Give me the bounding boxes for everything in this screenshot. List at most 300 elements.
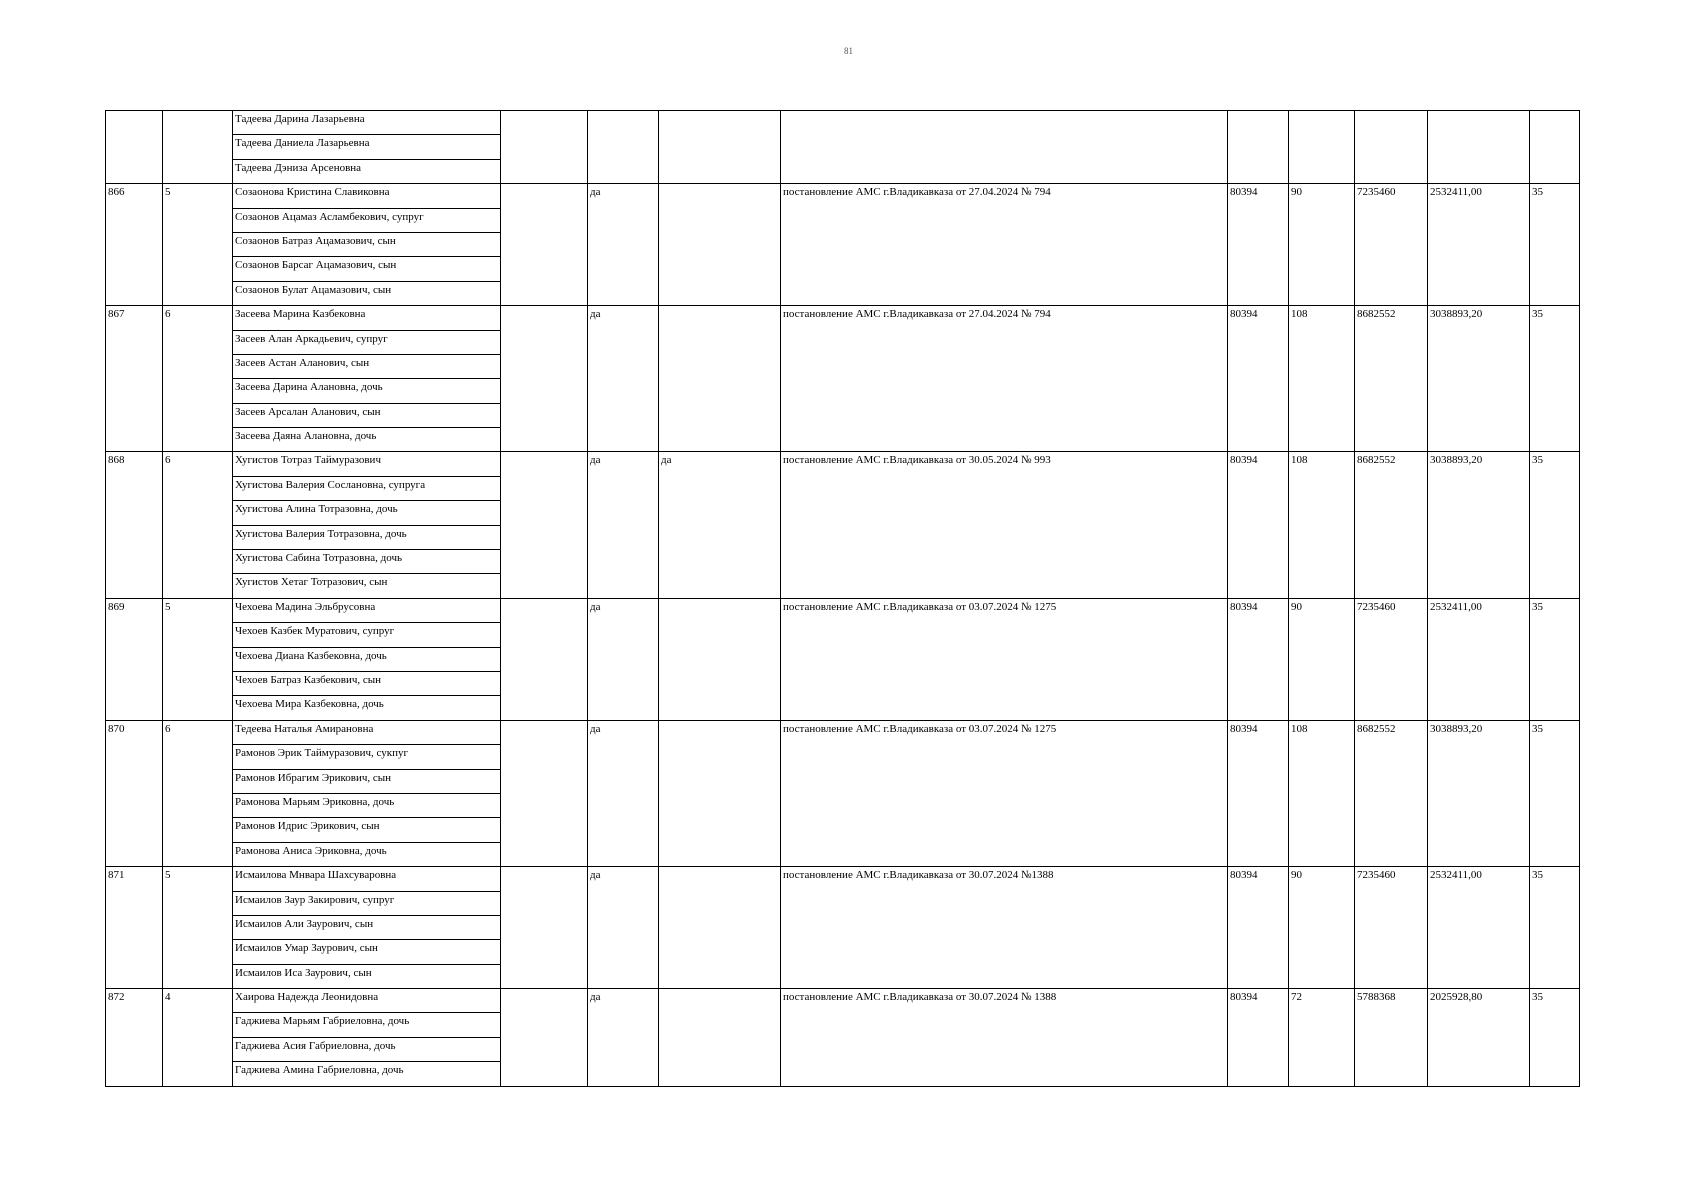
member-name-cell: Исмаилова Мнвара Шахсуваровна xyxy=(233,867,501,891)
decree-cell xyxy=(781,915,1228,939)
decree-cell: постановление АМС г.Владикавказа от 27.04.2024 № 794 xyxy=(781,184,1228,208)
rate-cell xyxy=(1228,135,1289,159)
member-name-cell: Хугистова Валерия Сослановна, супруга xyxy=(233,476,501,500)
decree-cell xyxy=(781,964,1228,988)
table-row xyxy=(106,354,1580,378)
flag-b-cell xyxy=(659,330,781,354)
row-number-cell xyxy=(106,403,163,427)
empty-cell xyxy=(501,1013,588,1037)
cost-cell xyxy=(1355,818,1428,842)
row-number-cell xyxy=(106,671,163,695)
percent-cell xyxy=(1530,793,1580,817)
decree-cell xyxy=(781,745,1228,769)
decree-cell xyxy=(781,476,1228,500)
empty-cell xyxy=(501,671,588,695)
table-row xyxy=(106,476,1580,500)
subsidy-cell: 3038893,20 xyxy=(1428,720,1530,744)
flag-b-cell xyxy=(659,574,781,598)
decree-cell xyxy=(781,1037,1228,1061)
flag-a-cell xyxy=(588,745,659,769)
flag-a-cell xyxy=(588,354,659,378)
flag-b-cell xyxy=(659,842,781,866)
decree-cell xyxy=(781,1013,1228,1037)
member-name-cell: Созаонова Кристина Славиковна xyxy=(233,184,501,208)
row-number-cell xyxy=(106,379,163,403)
row-number-cell xyxy=(106,208,163,232)
percent-cell xyxy=(1530,842,1580,866)
flag-a-cell xyxy=(588,793,659,817)
cost-cell xyxy=(1355,330,1428,354)
cost-cell xyxy=(1355,476,1428,500)
flag-a-cell xyxy=(588,1062,659,1086)
flag-b-cell xyxy=(659,111,781,135)
flag-b-cell xyxy=(659,647,781,671)
decree-cell: постановление АМС г.Владикавказа от 30.07.2024 № 1388 xyxy=(781,989,1228,1013)
member-name-cell: Засеев Алан Аркадьевич, супруг xyxy=(233,330,501,354)
empty-cell xyxy=(501,403,588,427)
subsidy-cell xyxy=(1428,793,1530,817)
registry-table xyxy=(105,110,1580,1087)
table-row xyxy=(106,550,1580,574)
flag-b-cell xyxy=(659,476,781,500)
empty-cell xyxy=(501,135,588,159)
rate-cell xyxy=(1228,842,1289,866)
percent-cell xyxy=(1530,525,1580,549)
subsidy-cell xyxy=(1428,745,1530,769)
decree-cell xyxy=(781,379,1228,403)
area-cell xyxy=(1289,281,1355,305)
decree-cell: постановление АМС г.Владикавказа от 03.07.2024 № 1275 xyxy=(781,720,1228,744)
area-cell xyxy=(1289,891,1355,915)
row-number-cell xyxy=(106,818,163,842)
flag-b-cell xyxy=(659,403,781,427)
subsidy-cell xyxy=(1428,257,1530,281)
member-name-cell: Хугистов Хетаг Тотразович, сын xyxy=(233,574,501,598)
table-row xyxy=(106,208,1580,232)
member-name-cell: Засеев Астан Аланович, сын xyxy=(233,354,501,378)
subsidy-cell: 2532411,00 xyxy=(1428,867,1530,891)
table-row xyxy=(106,745,1580,769)
member-name-cell: Рамонов Идрис Эрикович, сын xyxy=(233,818,501,842)
member-name-cell: Рамонов Ибрагим Эрикович, сын xyxy=(233,769,501,793)
flag-b-cell xyxy=(659,281,781,305)
family-size-cell xyxy=(163,1037,233,1061)
flag-a-cell: да xyxy=(588,452,659,476)
area-cell xyxy=(1289,1013,1355,1037)
rate-cell xyxy=(1228,354,1289,378)
area-cell xyxy=(1289,428,1355,452)
member-name-cell: Чехоева Диана Казбековна, дочь xyxy=(233,647,501,671)
member-name-cell: Чехоева Мира Казбековна, дочь xyxy=(233,696,501,720)
subsidy-cell xyxy=(1428,476,1530,500)
row-number-cell: 867 xyxy=(106,306,163,330)
table-row xyxy=(106,1037,1580,1061)
flag-b-cell xyxy=(659,623,781,647)
flag-b-cell xyxy=(659,671,781,695)
table-row xyxy=(106,769,1580,793)
rate-cell xyxy=(1228,476,1289,500)
cost-cell xyxy=(1355,671,1428,695)
rate-cell: 80394 xyxy=(1228,598,1289,622)
row-number-cell xyxy=(106,769,163,793)
row-number-cell xyxy=(106,135,163,159)
table-row xyxy=(106,306,1580,330)
subsidy-cell xyxy=(1428,671,1530,695)
family-size-cell: 5 xyxy=(163,598,233,622)
flag-a-cell xyxy=(588,964,659,988)
member-name-cell: Исмаилов Али Заурович, сын xyxy=(233,915,501,939)
rate-cell xyxy=(1228,232,1289,256)
row-number-cell xyxy=(106,257,163,281)
rate-cell: 80394 xyxy=(1228,452,1289,476)
flag-a-cell xyxy=(588,379,659,403)
family-size-cell xyxy=(163,623,233,647)
family-size-cell xyxy=(163,135,233,159)
cost-cell xyxy=(1355,1013,1428,1037)
decree-cell xyxy=(781,818,1228,842)
row-number-cell xyxy=(106,745,163,769)
family-size-cell xyxy=(163,232,233,256)
table-row xyxy=(106,1062,1580,1086)
empty-cell xyxy=(501,184,588,208)
flag-a-cell xyxy=(588,330,659,354)
decree-cell: постановление АМС г.Владикавказа от 03.07.2024 № 1275 xyxy=(781,598,1228,622)
flag-a-cell xyxy=(588,525,659,549)
rate-cell: 80394 xyxy=(1228,720,1289,744)
subsidy-cell xyxy=(1428,891,1530,915)
family-size-cell xyxy=(163,501,233,525)
empty-cell xyxy=(501,159,588,183)
row-number-cell xyxy=(106,232,163,256)
row-number-cell xyxy=(106,623,163,647)
subsidy-cell xyxy=(1428,574,1530,598)
cost-cell xyxy=(1355,964,1428,988)
area-cell xyxy=(1289,232,1355,256)
rate-cell xyxy=(1228,793,1289,817)
rate-cell xyxy=(1228,696,1289,720)
decree-cell xyxy=(781,232,1228,256)
subsidy-cell xyxy=(1428,354,1530,378)
empty-cell xyxy=(501,501,588,525)
family-size-cell xyxy=(163,964,233,988)
family-size-cell xyxy=(163,940,233,964)
member-name-cell: Засеева Даяна Алановна, дочь xyxy=(233,428,501,452)
rate-cell xyxy=(1228,525,1289,549)
subsidy-cell xyxy=(1428,550,1530,574)
subsidy-cell: 3038893,20 xyxy=(1428,306,1530,330)
cost-cell xyxy=(1355,403,1428,427)
area-cell xyxy=(1289,769,1355,793)
subsidy-cell xyxy=(1428,1037,1530,1061)
empty-cell xyxy=(501,867,588,891)
family-size-cell xyxy=(163,257,233,281)
area-cell xyxy=(1289,696,1355,720)
area-cell xyxy=(1289,159,1355,183)
empty-cell xyxy=(501,793,588,817)
flag-b-cell xyxy=(659,891,781,915)
flag-b-cell xyxy=(659,867,781,891)
family-size-cell xyxy=(163,818,233,842)
cost-cell xyxy=(1355,354,1428,378)
percent-cell xyxy=(1530,574,1580,598)
decree-cell xyxy=(781,257,1228,281)
member-name-cell: Чехоев Казбек Муратович, супруг xyxy=(233,623,501,647)
percent-cell xyxy=(1530,1062,1580,1086)
member-name-cell: Исмаилов Заур Закирович, супруг xyxy=(233,891,501,915)
area-cell xyxy=(1289,647,1355,671)
flag-a-cell: да xyxy=(588,720,659,744)
cost-cell xyxy=(1355,208,1428,232)
rate-cell xyxy=(1228,745,1289,769)
empty-cell xyxy=(501,769,588,793)
decree-cell xyxy=(781,574,1228,598)
row-number-cell xyxy=(106,964,163,988)
table-row xyxy=(106,915,1580,939)
member-name-cell: Тедеева Наталья Амирановна xyxy=(233,720,501,744)
subsidy-cell xyxy=(1428,1062,1530,1086)
member-name-cell: Исмаилов Умар Заурович, сын xyxy=(233,940,501,964)
empty-cell xyxy=(501,818,588,842)
subsidy-cell xyxy=(1428,111,1530,135)
table-row xyxy=(106,232,1580,256)
family-size-cell xyxy=(163,1013,233,1037)
row-number-cell xyxy=(106,111,163,135)
row-number-cell: 871 xyxy=(106,867,163,891)
member-name-cell: Засеева Дарина Алановна, дочь xyxy=(233,379,501,403)
decree-cell xyxy=(781,403,1228,427)
subsidy-cell xyxy=(1428,696,1530,720)
cost-cell: 7235460 xyxy=(1355,598,1428,622)
percent-cell xyxy=(1530,257,1580,281)
table-row xyxy=(106,574,1580,598)
area-cell xyxy=(1289,1062,1355,1086)
percent-cell xyxy=(1530,159,1580,183)
cost-cell xyxy=(1355,159,1428,183)
row-number-cell xyxy=(106,159,163,183)
rate-cell xyxy=(1228,964,1289,988)
percent-cell xyxy=(1530,696,1580,720)
flag-a-cell xyxy=(588,818,659,842)
row-number-cell: 869 xyxy=(106,598,163,622)
member-name-cell: Засеев Арсалан Аланович, сын xyxy=(233,403,501,427)
flag-a-cell xyxy=(588,623,659,647)
decree-cell xyxy=(781,135,1228,159)
family-size-cell: 5 xyxy=(163,184,233,208)
subsidy-cell xyxy=(1428,818,1530,842)
cost-cell xyxy=(1355,1037,1428,1061)
member-name-cell: Тадеева Даниела Лазарьевна xyxy=(233,135,501,159)
row-number-cell xyxy=(106,915,163,939)
flag-b-cell xyxy=(659,915,781,939)
empty-cell xyxy=(501,111,588,135)
rate-cell xyxy=(1228,1062,1289,1086)
family-size-cell: 5 xyxy=(163,867,233,891)
flag-a-cell xyxy=(588,428,659,452)
flag-a-cell xyxy=(588,1013,659,1037)
member-name-cell: Засеева Марина Казбековна xyxy=(233,306,501,330)
page-number: 81 xyxy=(844,46,853,56)
percent-cell xyxy=(1530,769,1580,793)
family-size-cell xyxy=(163,330,233,354)
flag-b-cell xyxy=(659,306,781,330)
percent-cell xyxy=(1530,208,1580,232)
percent-cell xyxy=(1530,818,1580,842)
area-cell: 90 xyxy=(1289,867,1355,891)
flag-a-cell: да xyxy=(588,598,659,622)
empty-cell xyxy=(501,281,588,305)
subsidy-cell xyxy=(1428,403,1530,427)
rate-cell xyxy=(1228,379,1289,403)
flag-a-cell xyxy=(588,769,659,793)
flag-b-cell xyxy=(659,501,781,525)
percent-cell xyxy=(1530,403,1580,427)
family-size-cell: 6 xyxy=(163,452,233,476)
table-row xyxy=(106,452,1580,476)
area-cell xyxy=(1289,354,1355,378)
cost-cell xyxy=(1355,915,1428,939)
table-row xyxy=(106,111,1580,135)
row-number-cell xyxy=(106,891,163,915)
flag-a-cell xyxy=(588,208,659,232)
area-cell xyxy=(1289,574,1355,598)
subsidy-cell xyxy=(1428,208,1530,232)
empty-cell xyxy=(501,842,588,866)
area-cell xyxy=(1289,379,1355,403)
flag-a-cell xyxy=(588,403,659,427)
empty-cell xyxy=(501,208,588,232)
empty-cell xyxy=(501,720,588,744)
cost-cell xyxy=(1355,696,1428,720)
flag-a-cell xyxy=(588,257,659,281)
flag-a-cell: да xyxy=(588,184,659,208)
percent-cell xyxy=(1530,501,1580,525)
area-cell xyxy=(1289,135,1355,159)
subsidy-cell xyxy=(1428,940,1530,964)
empty-cell xyxy=(501,647,588,671)
family-size-cell xyxy=(163,1062,233,1086)
empty-cell xyxy=(501,989,588,1013)
table-row xyxy=(106,964,1580,988)
percent-cell xyxy=(1530,623,1580,647)
flag-a-cell xyxy=(588,891,659,915)
cost-cell xyxy=(1355,623,1428,647)
percent-cell: 35 xyxy=(1530,452,1580,476)
flag-b-cell xyxy=(659,940,781,964)
table-row xyxy=(106,842,1580,866)
subsidy-cell: 2532411,00 xyxy=(1428,184,1530,208)
empty-cell xyxy=(501,1062,588,1086)
subsidy-cell xyxy=(1428,1013,1530,1037)
flag-b-cell xyxy=(659,964,781,988)
empty-cell xyxy=(501,232,588,256)
member-name-cell: Созаонов Барсаг Ацамазович, сын xyxy=(233,257,501,281)
flag-a-cell xyxy=(588,232,659,256)
area-cell xyxy=(1289,1037,1355,1061)
area-cell xyxy=(1289,525,1355,549)
family-size-cell xyxy=(163,793,233,817)
flag-b-cell xyxy=(659,354,781,378)
subsidy-cell xyxy=(1428,525,1530,549)
row-number-cell xyxy=(106,647,163,671)
member-name-cell: Хугистов Тотраз Таймуразович xyxy=(233,452,501,476)
area-cell xyxy=(1289,476,1355,500)
subsidy-cell xyxy=(1428,769,1530,793)
cost-cell xyxy=(1355,574,1428,598)
cost-cell xyxy=(1355,525,1428,549)
area-cell xyxy=(1289,550,1355,574)
flag-a-cell: да xyxy=(588,989,659,1013)
row-number-cell: 872 xyxy=(106,989,163,1013)
decree-cell xyxy=(781,281,1228,305)
decree-cell xyxy=(781,769,1228,793)
area-cell: 108 xyxy=(1289,720,1355,744)
subsidy-cell xyxy=(1428,623,1530,647)
decree-cell xyxy=(781,354,1228,378)
percent-cell xyxy=(1530,745,1580,769)
area-cell: 90 xyxy=(1289,184,1355,208)
percent-cell xyxy=(1530,330,1580,354)
empty-cell xyxy=(501,745,588,769)
member-name-cell: Исмаилов Иса Заурович, сын xyxy=(233,964,501,988)
flag-b-cell xyxy=(659,1037,781,1061)
rate-cell xyxy=(1228,915,1289,939)
row-number-cell xyxy=(106,525,163,549)
empty-cell xyxy=(501,623,588,647)
empty-cell xyxy=(501,574,588,598)
subsidy-cell xyxy=(1428,647,1530,671)
row-number-cell xyxy=(106,354,163,378)
decree-cell xyxy=(781,891,1228,915)
cost-cell xyxy=(1355,1062,1428,1086)
row-number-cell: 870 xyxy=(106,720,163,744)
table-row xyxy=(106,403,1580,427)
rate-cell xyxy=(1228,891,1289,915)
percent-cell xyxy=(1530,671,1580,695)
row-number-cell xyxy=(106,550,163,574)
area-cell: 108 xyxy=(1289,452,1355,476)
empty-cell xyxy=(501,1037,588,1061)
empty-cell xyxy=(501,476,588,500)
family-size-cell xyxy=(163,891,233,915)
flag-a-cell xyxy=(588,915,659,939)
rate-cell xyxy=(1228,818,1289,842)
decree-cell xyxy=(781,525,1228,549)
decree-cell xyxy=(781,501,1228,525)
table-row xyxy=(106,867,1580,891)
rate-cell xyxy=(1228,403,1289,427)
decree-cell: постановление АМС г.Владикавказа от 27.04.2024 № 794 xyxy=(781,306,1228,330)
member-name-cell: Рамонов Эрик Таймуразович, сукпуг xyxy=(233,745,501,769)
subsidy-cell xyxy=(1428,501,1530,525)
table-row xyxy=(106,720,1580,744)
cost-cell xyxy=(1355,501,1428,525)
empty-cell xyxy=(501,306,588,330)
family-size-cell xyxy=(163,574,233,598)
empty-cell xyxy=(501,379,588,403)
empty-cell xyxy=(501,915,588,939)
table-row xyxy=(106,647,1580,671)
area-cell xyxy=(1289,818,1355,842)
subsidy-cell: 3038893,20 xyxy=(1428,452,1530,476)
decree-cell: постановление АМС г.Владикавказа от 30.07.2024 №1388 xyxy=(781,867,1228,891)
area-cell xyxy=(1289,793,1355,817)
flag-b-cell xyxy=(659,550,781,574)
rate-cell xyxy=(1228,1037,1289,1061)
decree-cell xyxy=(781,428,1228,452)
area-cell xyxy=(1289,208,1355,232)
row-number-cell xyxy=(106,842,163,866)
member-name-cell: Созаонов Батраз Ацамазович, сын xyxy=(233,232,501,256)
